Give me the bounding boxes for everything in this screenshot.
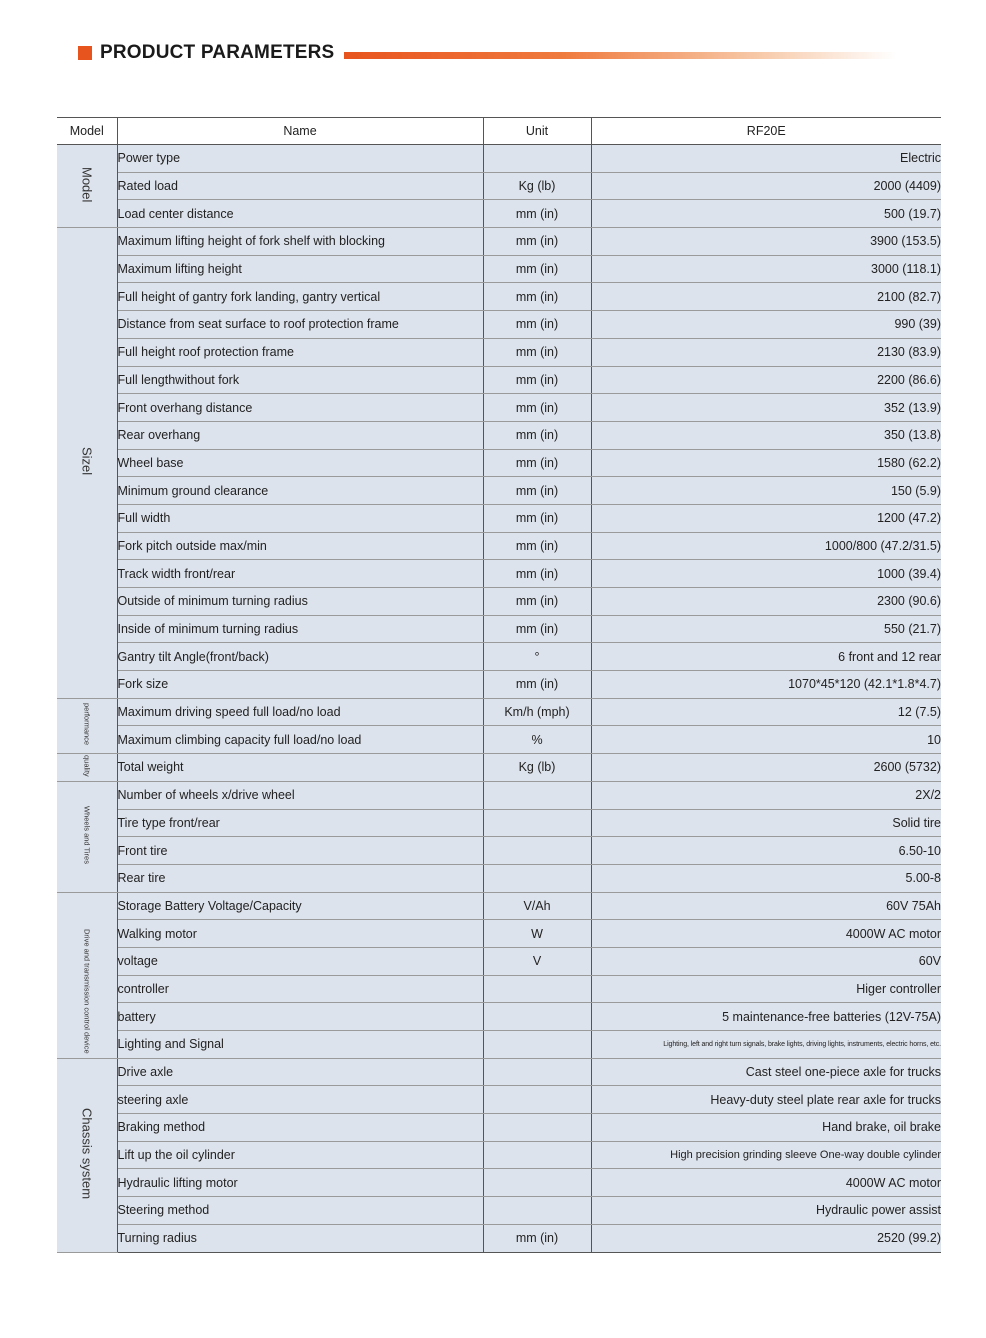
parameter-name: Lighting and Signal [117,1031,483,1059]
parameter-unit: Kg (lb) [483,172,591,200]
parameters-table [57,117,941,1253]
parameter-name: Full height roof protection frame [117,338,483,366]
parameter-unit: W [483,920,591,948]
parameter-unit: mm (in) [483,504,591,532]
table-row [57,1169,941,1197]
parameter-unit [483,809,591,837]
parameter-value: 3000 (118.1) [591,255,941,283]
table-row [57,504,941,532]
parameter-name: Load center distance [117,200,483,228]
table-header-row [57,118,941,145]
parameter-name: Track width front/rear [117,560,483,588]
parameter-name: Rear tire [117,864,483,892]
table-row [57,615,941,643]
table-row [57,228,941,256]
category-label: Wheels and Tires [82,806,92,865]
table-row [57,1114,941,1142]
column-header-value: RF20E [591,118,941,145]
parameter-value: Electric [591,145,941,173]
parameter-value: 500 (19.7) [591,200,941,228]
parameter-value: Hand brake, oil brake [591,1114,941,1142]
table-row [57,1031,941,1059]
table-row [57,1141,941,1169]
table-row [57,1197,941,1225]
parameter-name: Full width [117,504,483,532]
parameter-value: 60V [591,947,941,975]
parameter-unit: mm (in) [483,228,591,256]
parameter-value: 2300 (90.6) [591,588,941,616]
parameter-unit: mm (in) [483,283,591,311]
table-row [57,255,941,283]
parameter-value: 2X/2 [591,781,941,809]
parameter-unit: mm (in) [483,394,591,422]
parameter-unit: mm (in) [483,1224,591,1252]
parameter-name: Outside of minimum turning radius [117,588,483,616]
parameter-name: Storage Battery Voltage/Capacity [117,892,483,920]
parameter-name: Power type [117,145,483,173]
parameter-value: Lighting, left and right turn signals, brake lights, driving lights, instruments, electric horns, etc. [591,1031,941,1059]
parameter-value: 10 [591,726,941,754]
parameter-name: Total weight [117,754,483,782]
table-row [57,338,941,366]
parameter-value: 60V 75Ah [591,892,941,920]
parameter-name: Number of wheels x/drive wheel [117,781,483,809]
category-label: Sizel [79,447,95,476]
table-row [57,449,941,477]
category-cell [57,1058,117,1252]
parameter-unit [483,1058,591,1086]
parameter-unit [483,1003,591,1031]
table-row [57,920,941,948]
page-title: PRODUCT PARAMETERS [100,42,335,63]
parameter-name: Distance from seat surface to roof protection frame [117,311,483,339]
parameter-unit: mm (in) [483,366,591,394]
parameter-unit [483,1114,591,1142]
column-header-name: Name [117,118,483,145]
table-row [57,200,941,228]
parameter-value: 2600 (5732) [591,754,941,782]
parameter-unit: V [483,947,591,975]
parameter-unit: mm (in) [483,560,591,588]
parameter-unit: mm (in) [483,338,591,366]
parameter-value: 2000 (4409) [591,172,941,200]
category-label: quality [82,755,92,777]
parameter-unit: Km/h (mph) [483,698,591,726]
parameter-value: 1580 (62.2) [591,449,941,477]
parameter-unit: mm (in) [483,615,591,643]
parameter-name: Lift up the oil cylinder [117,1141,483,1169]
parameter-name: Walking motor [117,920,483,948]
table-row [57,172,941,200]
parameter-name: Wheel base [117,449,483,477]
table-row [57,671,941,699]
parameter-unit: mm (in) [483,311,591,339]
parameter-name: Full lengthwithout fork [117,366,483,394]
parameter-name: steering axle [117,1086,483,1114]
parameter-name: Turning radius [117,1224,483,1252]
parameter-name: Front overhang distance [117,394,483,422]
category-cell [57,228,117,699]
parameter-unit [483,975,591,1003]
table-row [57,145,941,173]
table-row [57,864,941,892]
table-row [57,754,941,782]
parameter-value: 350 (13.8) [591,421,941,449]
table-row [57,781,941,809]
table-row [57,975,941,1003]
section-header [78,42,898,68]
table-row [57,477,941,505]
parameter-value: 6 front and 12 rear [591,643,941,671]
parameter-name: Rear overhang [117,421,483,449]
table-row [57,1058,941,1086]
category-cell [57,698,117,753]
parameter-value: Heavy-duty steel plate rear axle for trucks [591,1086,941,1114]
parameter-name: Tire type front/rear [117,809,483,837]
parameter-value: 1000/800 (47.2/31.5) [591,532,941,560]
parameter-value: Higer controller [591,975,941,1003]
table-row [57,1003,941,1031]
parameter-unit [483,864,591,892]
parameter-name: battery [117,1003,483,1031]
parameter-name: Full height of gantry fork landing, gantry vertical [117,283,483,311]
parameter-value: 3900 (153.5) [591,228,941,256]
parameter-name: controller [117,975,483,1003]
parameter-name: Inside of minimum turning radius [117,615,483,643]
category-label: Chassis system [79,1108,95,1200]
parameter-unit [483,145,591,173]
table-row [57,892,941,920]
table-row [57,1224,941,1252]
parameter-value: 1200 (47.2) [591,504,941,532]
parameter-value: 1000 (39.4) [591,560,941,588]
parameter-name: Drive axle [117,1058,483,1086]
title-square-icon [78,46,92,60]
parameter-value: 6.50-10 [591,837,941,865]
parameter-unit [483,781,591,809]
parameter-value: 4000W AC motor [591,1169,941,1197]
parameter-value: 2100 (82.7) [591,283,941,311]
parameter-unit [483,1141,591,1169]
parameter-name: Braking method [117,1114,483,1142]
table-row [57,1086,941,1114]
table-row [57,394,941,422]
parameter-unit: mm (in) [483,421,591,449]
category-cell [57,754,117,782]
parameter-unit: Kg (lb) [483,754,591,782]
title-gradient-bar [344,52,896,59]
parameter-name: Maximum climbing capacity full load/no load [117,726,483,754]
parameter-name: Rated load [117,172,483,200]
parameter-unit [483,837,591,865]
parameter-name: Maximum driving speed full load/no load [117,698,483,726]
parameter-value: 150 (5.9) [591,477,941,505]
table-row [57,947,941,975]
table-row [57,698,941,726]
parameter-name: Maximum lifting height of fork shelf with blocking [117,228,483,256]
parameter-unit: mm (in) [483,671,591,699]
table-row [57,532,941,560]
parameter-name: Gantry tilt Angle(front/back) [117,643,483,671]
category-label: performance [82,703,92,746]
column-header-unit: Unit [483,118,591,145]
parameter-value: 550 (21.7) [591,615,941,643]
table-row [57,421,941,449]
parameter-unit: mm (in) [483,477,591,505]
parameter-name: Steering method [117,1197,483,1225]
table-row [57,283,941,311]
parameter-unit: V/Ah [483,892,591,920]
parameter-value: Hydraulic power assist [591,1197,941,1225]
parameter-name: Minimum ground clearance [117,477,483,505]
table-row [57,588,941,616]
parameter-unit: mm (in) [483,200,591,228]
parameter-unit: mm (in) [483,449,591,477]
parameter-name: Fork pitch outside max/min [117,532,483,560]
parameter-unit: ° [483,643,591,671]
parameter-value: 5.00-8 [591,864,941,892]
parameter-value: 4000W AC motor [591,920,941,948]
parameter-value: Cast steel one-piece axle for trucks [591,1058,941,1086]
parameter-value: Solid tire [591,809,941,837]
parameter-unit: % [483,726,591,754]
parameter-unit [483,1086,591,1114]
parameter-value: 352 (13.9) [591,394,941,422]
category-cell [57,781,117,892]
table-row [57,560,941,588]
parameter-value: 5 maintenance-free batteries (12V-75A) [591,1003,941,1031]
column-header-model: Model [57,118,117,145]
parameter-name: Fork size [117,671,483,699]
table-row [57,366,941,394]
parameter-unit [483,1031,591,1059]
parameter-unit: mm (in) [483,255,591,283]
table-row [57,837,941,865]
category-cell [57,892,117,1058]
parameter-value: 2130 (83.9) [591,338,941,366]
parameter-value: 990 (39) [591,311,941,339]
parameter-name: Front tire [117,837,483,865]
table-row [57,726,941,754]
parameter-name: Hydraulic lifting motor [117,1169,483,1197]
parameter-unit: mm (in) [483,588,591,616]
parameter-unit [483,1169,591,1197]
parameter-unit: mm (in) [483,532,591,560]
parameter-unit [483,1197,591,1225]
table-row [57,311,941,339]
table-row [57,643,941,671]
parameter-value: 1070*45*120 (42.1*1.8*4.7) [591,671,941,699]
parameter-name: Maximum lifting height [117,255,483,283]
parameter-value: 2200 (86.6) [591,366,941,394]
parameter-name: voltage [117,947,483,975]
parameter-value: 2520 (99.2) [591,1224,941,1252]
table-row [57,809,941,837]
category-label: Drive and transmission control device [82,928,92,1054]
category-cell [57,145,117,228]
category-label: Model [79,166,95,203]
parameter-value: High precision grinding sleeve One-way double cylinder [591,1141,941,1169]
parameter-value: 12 (7.5) [591,698,941,726]
